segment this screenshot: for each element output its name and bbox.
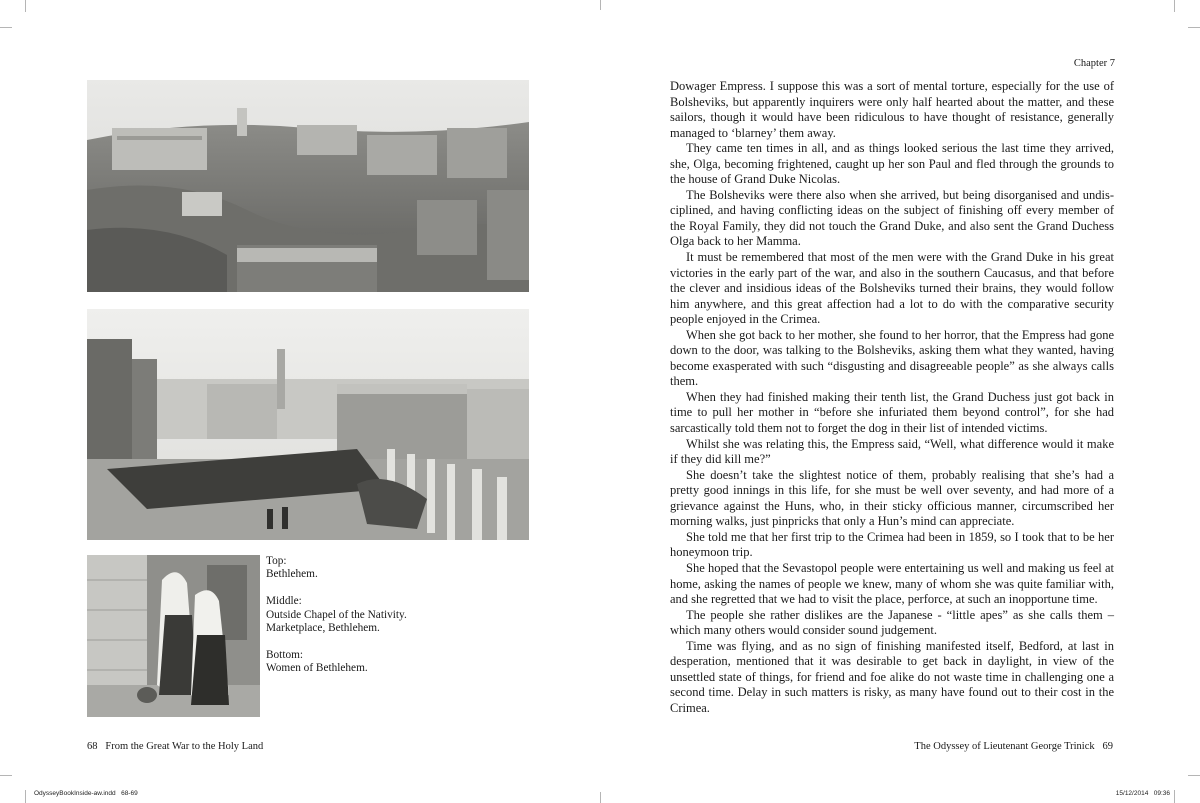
paragraph: The Bolsheviks were there also when she arrived, but being disorganised and undisciplined, and having conflicting ideas on the subject of finishing off every member of the Royal Family, they did not touch the Grand Duke, and also sent the Grand Duchess Olga back to her Mamma. bbox=[670, 187, 1114, 249]
caption-text: Outside Chapel of the Nativity. bbox=[266, 608, 407, 621]
caption-top bbox=[266, 555, 446, 582]
left-folio: 68 From the Great War to the Holy Land bbox=[87, 741, 264, 752]
paragraph: Whilst she was relating this, the Empress said, “Well, what difference would it make if they did kill me?” bbox=[670, 436, 1114, 467]
photo-women bbox=[87, 555, 260, 717]
caption-text: Women of Bethlehem. bbox=[266, 662, 368, 675]
photo-bethlehem-town bbox=[87, 80, 529, 292]
printer-slug-file: OdysseyBookInside-aw.indd 68-69 bbox=[34, 790, 138, 797]
paragraph: When she got back to her mother, she found to her horror, that the Empress had gone down to the door, was talking to the Bolsheviks, asking them what they wanted, having become exasperated with such “disgusting and disagreeable people” as she always calls them. bbox=[670, 327, 1114, 389]
caption-text: Bethlehem. bbox=[266, 568, 318, 581]
crop-mark bbox=[1188, 27, 1200, 28]
paragraph: The people she rather dislikes are the Japanese - “little apes” as she calls them –which many others would consider sound judgement. bbox=[670, 607, 1114, 638]
caption-middle bbox=[266, 595, 446, 635]
crop-mark bbox=[1188, 775, 1200, 776]
crop-mark bbox=[25, 0, 26, 12]
photo-captions bbox=[266, 555, 446, 689]
paragraph: Dowager Empress. I suppose this was a sort of mental torture, especially for the use of Bolsheviks, but apparently inquirers were only half hearted about the matter, and these sailors, though it would have been ridiculous to have thought of resistance, generally managed to ‘blarney’ them away. bbox=[670, 79, 1114, 140]
paragraph: It must be remembered that most of the men were with the Grand Duke in his great victories in the early part of the war, and also in the southern Caucasus, and that before the clever and insidious ideas of the Bolsheviks turned their brains, they would follow him anywhere, and this great affection had a lot to do with the comparative security people enjoyed in the Crimea. bbox=[670, 250, 1114, 327]
running-head: Chapter 7 bbox=[1073, 58, 1115, 69]
paragraph: She doesn’t take the slightest notice of them, probably realising that she’s had a pretty good innings in this life, for she must be well over seventy, and had more of a grievance against the Huns, who, in their sticky officious manner, circumscribed her morning walks, just pinpricks that only a Hun’s mind can appreciate. bbox=[670, 467, 1114, 529]
caption-label: Middle: bbox=[266, 595, 302, 608]
caption-text: Marketplace, Bethlehem. bbox=[266, 622, 380, 635]
crop-mark bbox=[1174, 0, 1175, 12]
printer-slug-datetime: 15/12/2014 09:36 bbox=[1115, 790, 1170, 797]
caption-label: Top: bbox=[266, 555, 287, 567]
paragraph: Time was flying, and as no sign of finishing manifested itself, Bedford, at last in desperation, mentioned that it was desirable to get back in daylight, in view of the unsettled state of things, for friend and foe alike do not waste time in challenging one a second time. Delay in such matters is risky, as many have found out to their cost in the Crimea. bbox=[670, 638, 1114, 715]
body-text bbox=[670, 79, 1114, 716]
right-folio: The Odyssey of Lieutenant George Trinick 69 bbox=[914, 741, 1113, 752]
crop-mark bbox=[0, 775, 12, 776]
caption-label: Bottom: bbox=[266, 648, 304, 661]
crop-mark bbox=[1174, 790, 1175, 803]
crop-mark bbox=[0, 27, 12, 28]
crop-mark bbox=[25, 790, 26, 803]
paragraph: They came ten times in all, and as things looked serious the last time they arrived, she, Olga, becoming frightened, caught up her son Paul and fled through the grounds to the house of Grand Duke Nicolas. bbox=[670, 141, 1114, 187]
crop-mark bbox=[600, 792, 601, 803]
paragraph: She hoped that the Sevastopol people were entertaining us well and making us feel at home, asking the names of people we knew, many of whom she was quite familiar with, and she regretted that we had to visit the place, perforce, at such an inopportune time. bbox=[670, 560, 1114, 607]
paragraph: She told me that her first trip to the Crimea had been in 1859, so I took that to be her honeymoon trip. bbox=[670, 529, 1114, 560]
paragraph: When they had finished making their tenth list, the Grand Duchess just got back in time to pull her mother in “before she infuriated them beyond control”, for she had sarcastically told them not to forget the dog in their list of intended victims. bbox=[670, 389, 1114, 436]
photo-marketplace bbox=[87, 309, 529, 540]
crop-mark bbox=[600, 0, 601, 10]
caption-bottom bbox=[266, 649, 446, 676]
